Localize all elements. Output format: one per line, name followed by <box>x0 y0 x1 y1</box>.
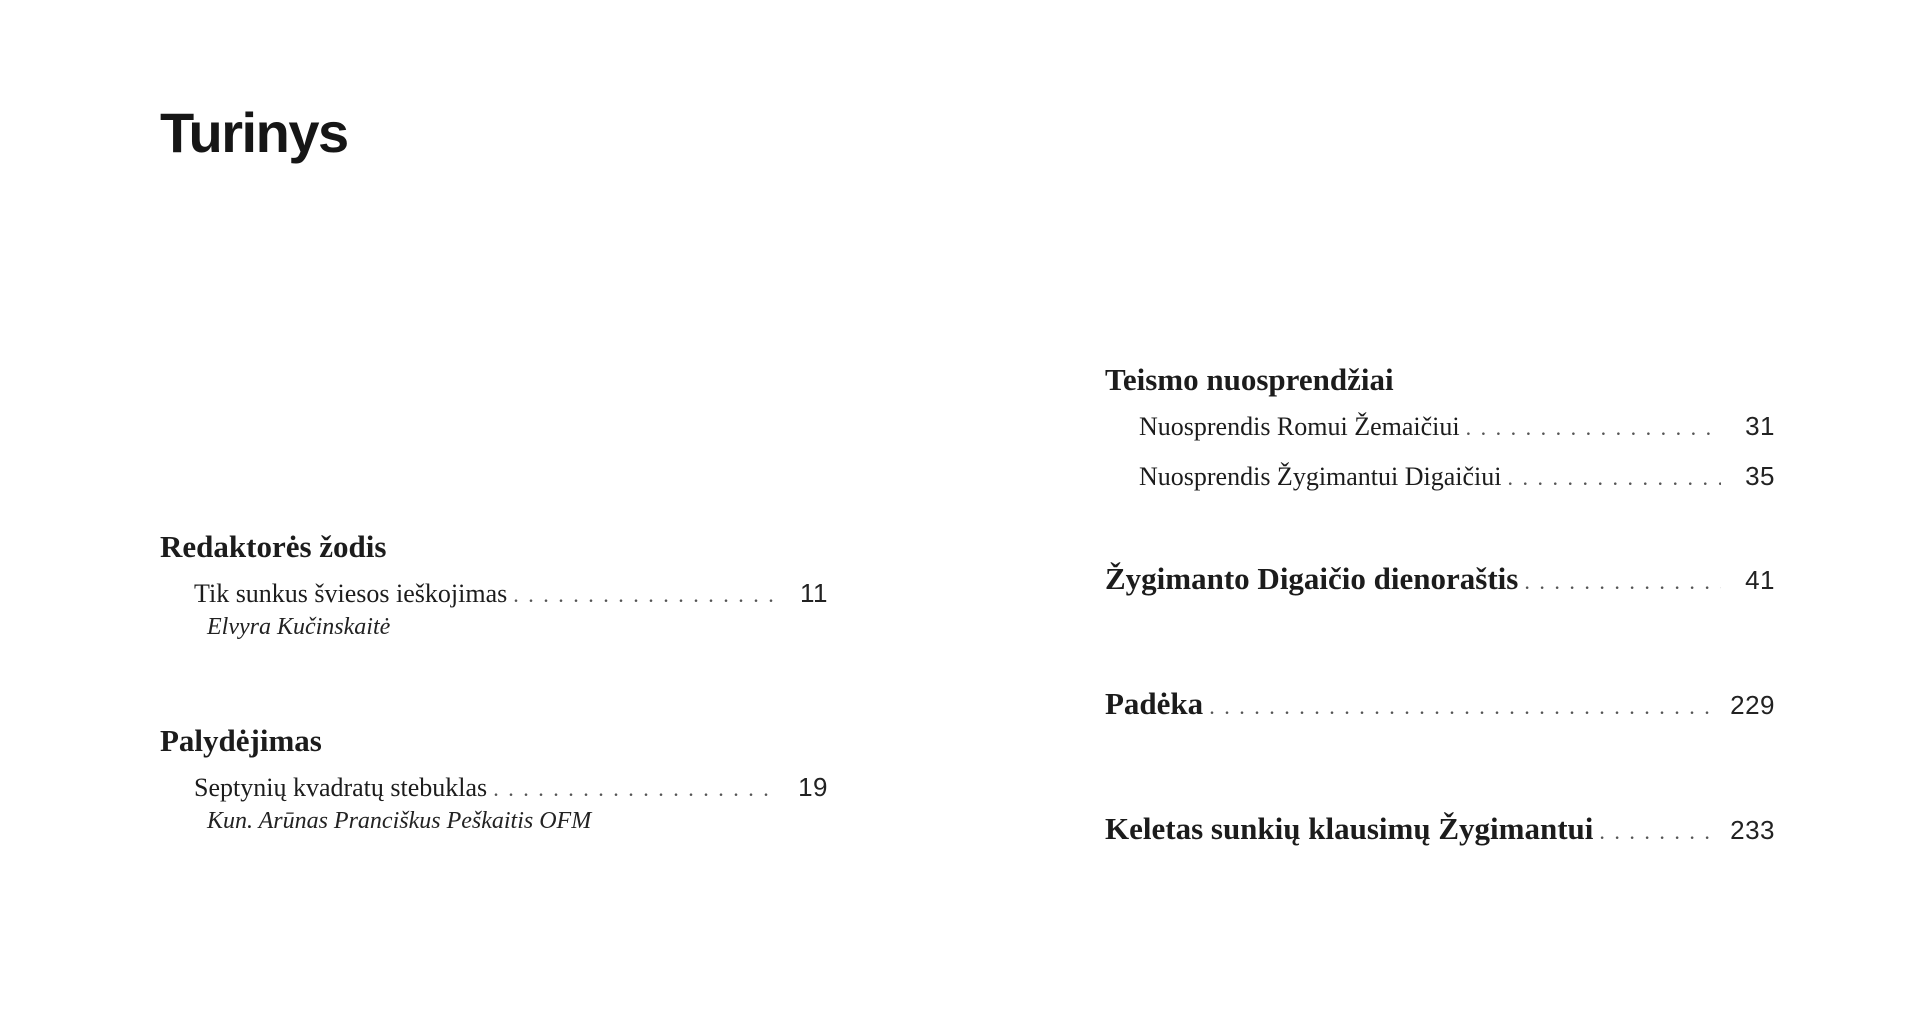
toc-main-entry[interactable] <box>1105 804 1775 857</box>
toc-section-editor <box>160 525 828 641</box>
toc-main-entry[interactable] <box>1105 679 1775 732</box>
section-heading: Palydėjimas <box>160 723 322 758</box>
dot-leader <box>1466 404 1721 452</box>
toc-section-court <box>1105 358 1775 502</box>
toc-section-accompaniment <box>160 719 828 835</box>
toc-entry-page: 233 <box>1730 815 1775 845</box>
toc-entry-page: 41 <box>1745 565 1775 595</box>
toc-entry-page: 31 <box>1745 411 1775 441</box>
toc-entry-label: Septynių kvadratų stebuklas <box>194 773 488 802</box>
toc-entry-author: Kun. Arūnas Pranciškus Peškaitis OFM <box>207 808 592 834</box>
toc-entry-label: Keletas sunkių klausimų Žygimantui <box>1105 811 1594 846</box>
dot-leader <box>1524 557 1721 607</box>
toc-main-entry[interactable] <box>1105 554 1775 607</box>
toc-entry[interactable] <box>160 763 828 813</box>
toc-entry-page: 35 <box>1745 461 1775 491</box>
dot-leader <box>1209 682 1716 732</box>
toc-entry-label: Tik sunkus šviesos ieškojimas <box>194 579 508 608</box>
toc-entry-label: Padėka <box>1105 686 1204 721</box>
dot-leader <box>493 765 774 813</box>
toc-entry-page: 229 <box>1730 690 1775 720</box>
section-heading: Teismo nuosprendžiai <box>1105 362 1394 397</box>
page-title: Turinys <box>160 101 348 164</box>
toc-entry-page: 19 <box>798 772 828 802</box>
toc-entry-page: 11 <box>800 578 828 608</box>
toc-entry-label: Nuosprendis Žygimantui Digaičiui <box>1139 462 1502 491</box>
dot-leader <box>1599 807 1716 857</box>
toc-entry-label: Nuosprendis Romui Žemaičiui <box>1139 412 1460 441</box>
toc-entry[interactable] <box>1105 402 1775 452</box>
toc-entry-author: Elvyra Kučinskaitė <box>207 614 391 640</box>
toc-right-column <box>1105 358 1775 857</box>
toc-entry[interactable] <box>160 569 828 619</box>
toc-entry[interactable] <box>1105 452 1775 502</box>
dot-leader <box>513 571 774 619</box>
section-heading: Redaktorės žodis <box>160 529 387 564</box>
toc-left-column <box>160 525 828 835</box>
toc-entry-label: Žygimanto Digaičio dienoraštis <box>1105 561 1519 596</box>
dot-leader <box>1508 454 1721 502</box>
